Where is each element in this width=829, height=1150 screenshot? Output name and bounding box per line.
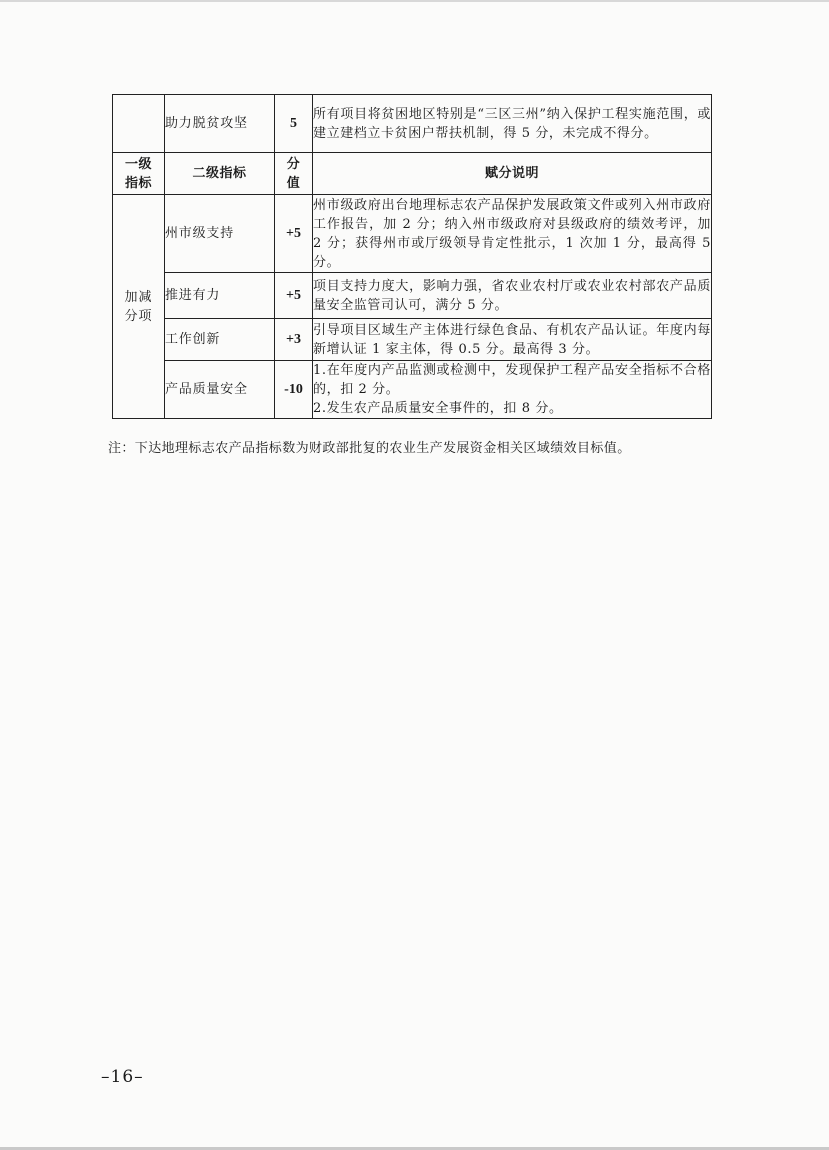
table-row xyxy=(113,361,712,419)
level2-cell: 工作创新 xyxy=(165,319,275,361)
table-header-row xyxy=(113,153,712,195)
level2-cell: 产品质量安全 xyxy=(165,361,275,419)
desc-cell xyxy=(313,361,712,419)
table-row xyxy=(113,95,712,153)
score-cell: -10 xyxy=(275,361,313,419)
desc-cell: 项目支持力度大，影响力强，省农业农村厅或农业农村部农产品质量安全监管司认可，满分 5 分。 xyxy=(313,273,712,319)
desc-cell: 所有项目将贫困地区特别是“三区三州”纳入保护工程实施范围，或建立建档立卡贫困户帮扶机制，得 5 分，未完成不得分。 xyxy=(313,95,712,153)
desc-cell: 州市级政府出台地理标志农产品保护发展政策文件或列入州市政府工作报告，加 2 分；纳入州市级政府对县级政府的绩效考评，加 2 分；获得州市或厅级领导肯定性批示，1 次加 1 分，最高得 5 分。 xyxy=(313,195,712,273)
score-cell: +3 xyxy=(275,319,313,361)
table-row xyxy=(113,195,712,273)
page-top-edge xyxy=(0,0,829,2)
header-level1: 一级指标 xyxy=(113,153,165,195)
table-footnote: 注：下达地理标志农产品指标数为财政部批复的农业生产发展资金相关区域绩效目标值。 xyxy=(108,441,631,456)
desc-cell: 引导项目区域生产主体进行绿色食品、有机农产品认证。年度内每新增认证 1 家主体，得 0.5 分。最高得 3 分。 xyxy=(313,319,712,361)
header-desc: 赋分说明 xyxy=(313,153,712,195)
level2-cell: 州市级支持 xyxy=(165,195,275,273)
header-score: 分值 xyxy=(275,153,313,195)
level2-cell: 推进有力 xyxy=(165,273,275,319)
scoring-table xyxy=(112,94,712,419)
table-row xyxy=(113,319,712,361)
score-cell: +5 xyxy=(275,273,313,319)
desc-line: 1.在年度内产品监测或检测中，发现保护工程产品安全指标不合格的，扣 2 分。 xyxy=(313,363,711,397)
desc-line: 2.发生农产品质量安全事件的，扣 8 分。 xyxy=(313,401,563,416)
page-number: –16– xyxy=(101,1067,144,1087)
group-level1-cell: 加减分项 xyxy=(113,195,165,419)
score-cell: 5 xyxy=(275,95,313,153)
level1-cell-empty xyxy=(113,95,165,153)
level2-cell: 助力脱贫攻坚 xyxy=(165,95,275,153)
score-cell: +5 xyxy=(275,195,313,273)
header-level2: 二级指标 xyxy=(165,153,275,195)
table-row xyxy=(113,273,712,319)
